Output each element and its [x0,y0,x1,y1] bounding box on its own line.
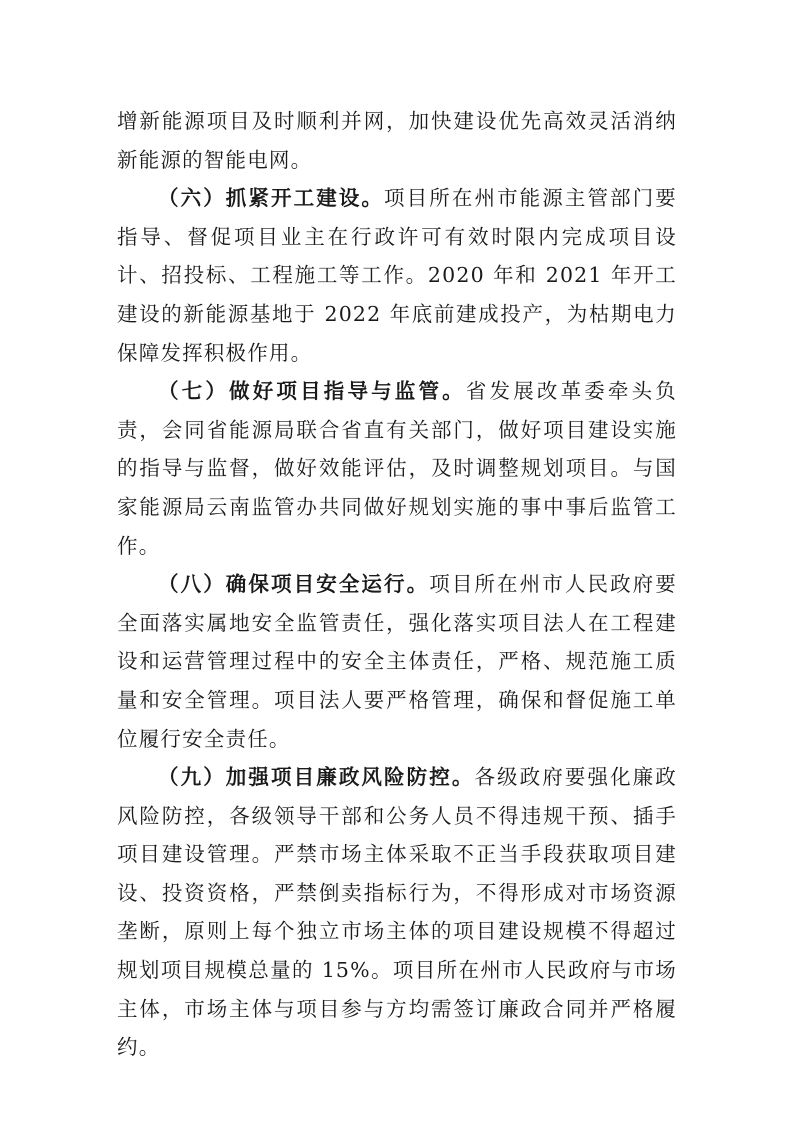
document-body [117,102,677,1067]
section-heading: （八）确保项目安全运行。 [158,572,430,597]
section-heading: （九）加强项目廉政风险防控。 [158,765,475,790]
paragraph-text: 省发展改革委牵头负责，会同省能源局联合省直有关部门，做好项目建设实施的指导与监督，做好效能评估，及时调整规划项目。与国家能源局云南监管办共同做好规划实施的事中事后监管工作。 [117,379,677,558]
paragraph-text: 各级政府要强化廉政风险防控，各级领导干部和公务人员不得违规干预、插手项目建设管理。严禁市场主体采取不正当手段获取项目建设、投资资格，严禁倒卖指标行为，不得形成对市场资源垄断，原则上每个独立市场主体的项目建设规模不得超过规划项目规模总量的 15%。项目所在州市人民政府与市场主体，市场主体与项目参与方均需签订廉政合同并严格履约。 [117,765,677,1060]
paragraph-text: 项目所在州市能源主管部门要指导、督促项目业主在行政许可有效时限内完成项目设计、招投标、工程施工等工作。2020 年和 2021 年开工建设的新能源基地于 2022 年底前建成投产，为枯期电力保障发挥积极作用。 [117,186,677,365]
section-heading: （六）抓紧开工建设。 [158,186,385,211]
section-heading: （七）做好项目指导与监管。 [158,379,466,404]
paragraph-section-9 [117,758,677,1067]
paragraph-text: 增新能源项目及时顺利并网，加快建设优先高效灵活消纳新能源的智能电网。 [117,109,677,172]
paragraph-section-7 [117,372,677,565]
paragraph-section-6 [117,179,677,372]
paragraph-continuation [117,102,677,179]
paragraph-section-8 [117,565,677,758]
paragraph-text: 项目所在州市人民政府要全面落实属地安全监管责任，强化落实项目法人在工程建设和运营管理过程中的安全主体责任，严格、规范施工质量和安全管理。项目法人要严格管理，确保和督促施工单位履行安全责任。 [117,572,677,751]
